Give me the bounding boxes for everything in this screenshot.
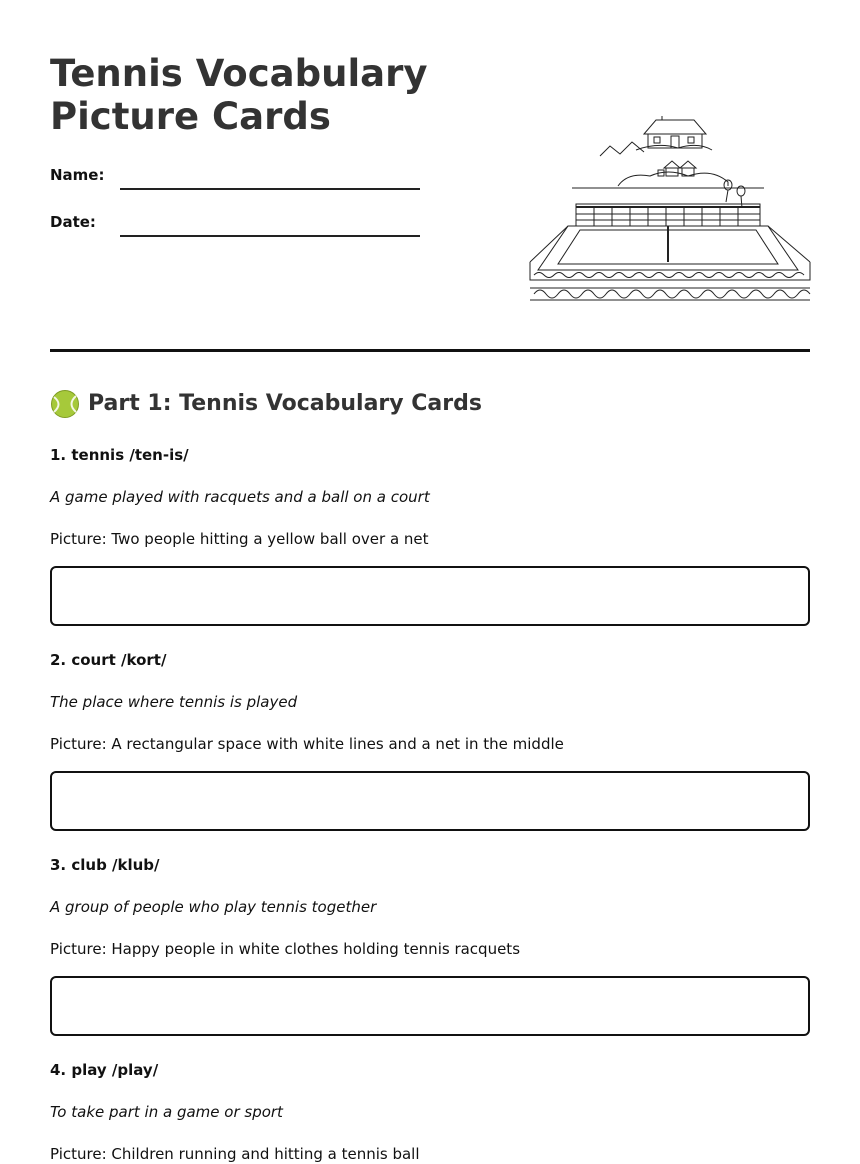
tennis-ball-icon (50, 389, 80, 419)
card-picture-description: Picture: Happy people in white clothes holding tennis racquets (50, 940, 521, 958)
card-picture-description: Picture: A rectangular space with white lines and a net in the middle (50, 735, 564, 753)
name-line[interactable] (120, 188, 420, 190)
section-heading-part-1 (50, 388, 482, 420)
card-definition: A group of people who play tennis together (50, 898, 377, 916)
card-picture-description: Picture: Children running and hitting a tennis ball (50, 1145, 420, 1163)
title-line-2: Picture Cards (50, 95, 331, 138)
tennis-court-illustration (528, 112, 812, 304)
card-term: 1. tennis /ten-is/ (50, 446, 189, 464)
card-picture-description: Picture: Two people hitting a yellow ball over a net (50, 530, 429, 548)
date-field-row (50, 213, 420, 239)
drawing-box[interactable] (50, 771, 810, 831)
title-line-1: Tennis Vocabulary (50, 52, 428, 95)
drawing-box[interactable] (50, 566, 810, 626)
date-label: Date: (50, 213, 96, 231)
name-field-row (50, 166, 420, 192)
card-definition: The place where tennis is played (50, 693, 298, 711)
header-divider (50, 349, 810, 352)
card-definition: To take part in a game or sport (50, 1103, 283, 1121)
date-line[interactable] (120, 235, 420, 237)
card-term: 2. court /kort/ (50, 651, 167, 669)
card-term: 3. club /klub/ (50, 856, 160, 874)
page-title (50, 52, 470, 138)
drawing-box[interactable] (50, 976, 810, 1036)
section-heading-text: Part 1: Tennis Vocabulary Cards (88, 391, 482, 416)
card-term: 4. play /play/ (50, 1061, 159, 1079)
name-label: Name: (50, 166, 105, 184)
card-definition: A game played with racquets and a ball on a court (50, 488, 430, 506)
